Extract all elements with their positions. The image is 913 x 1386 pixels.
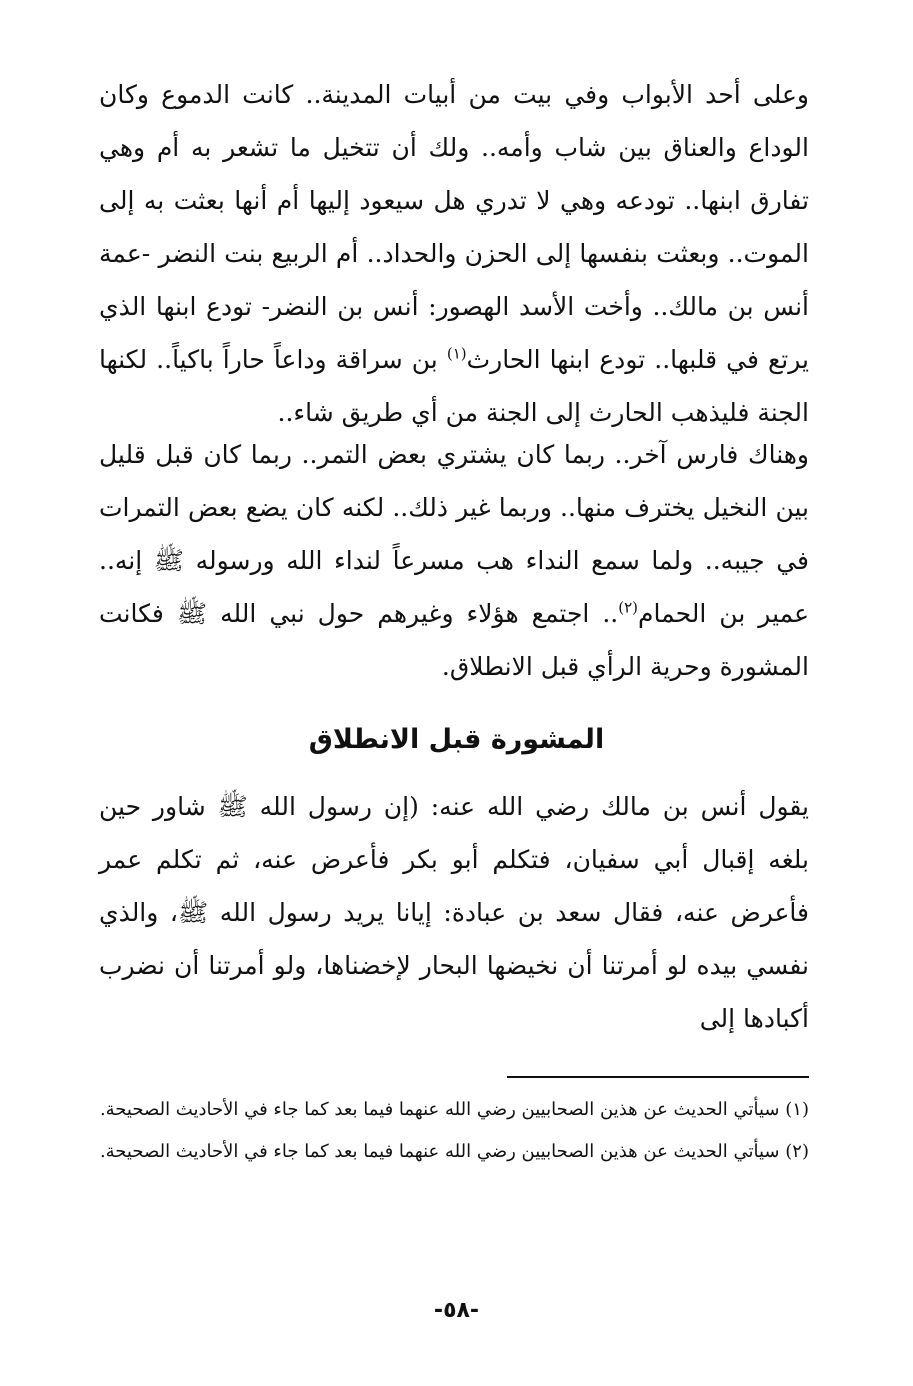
footnotes: [99, 1094, 809, 1178]
paragraph-consultation: [99, 780, 809, 1045]
footnote-divider: [507, 1076, 809, 1078]
footnote-text: سيأتي الحديث عن هذين الصحابيين رضي الله عنهما فيما بعد كما جاء في الأحاديث الصحيحة.: [99, 1099, 780, 1120]
paragraph-text-tail: بن سراقة وداعاً حاراً باكياً.. لكنها الجنة فليذهب الحارث إلى الجنة من أي طريق شاء..: [99, 345, 809, 427]
footnote-1: [99, 1094, 809, 1126]
page-number: -٥٨-: [433, 1298, 480, 1323]
section-heading: المشورة قبل الانطلاق: [308, 724, 605, 755]
paragraph-text: يقول أنس بن مالك رضي الله عنه: (إن رسول الله ﷺ شاور حين بلغه إقبال أبي سفيان، فتكلم أبو بكر فأعرض عنه، ثم تكلم عمر فأعرض عنه، فقال سعد بن عبادة: إيانا يريد رسول الله ﷺ، والذي نفسي بيده لو أمرتنا أن نخيضها البحار لإخضناها، ولو أمرتنا أن نضرب أكبادها إلى: [99, 792, 809, 1033]
footnote-ref-1[interactable]: (١): [446, 344, 467, 363]
footnote-2: [99, 1136, 809, 1168]
paragraph-text: وهناك فارس آخر.. ربما كان يشتري بعض التمر.. ربما كان قبل قليل بين النخيل يخترف منها.. وربما غير ذلك.. لكنه كان يضع بعض التمرات في جيبه.. ولما سمع النداء هب مسرعاً لنداء الله ورسوله ﷺ إنه.. عمير بن الحمام: [99, 440, 809, 628]
paragraph-text: وعلى أحد الأبواب وفي بيت من أبيات المدينة.. كانت الدموع وكان الوداع والعناق بين شاب وأمه.. ولك أن تتخيل ما تشعر به أم وهي تفارق ابنها.. تودعه وهي لا تدري هل سيعود إليها أم أنها بعثت به إلى الموت.. وبعثت بنفسها إلى الحزن والحداد.. أم الربيع بنت النضر -عمة أنس بن مالك.. وأخت الأسد الهصور: أنس بن النضر- تودع ابنها الذي يرتع في قلبها.. تودع ابنها الحارث: [99, 80, 809, 374]
footnote-ref-2[interactable]: (٢): [618, 598, 639, 617]
footnote-number: (٢): [785, 1141, 809, 1162]
footnote-text: سيأتي الحديث عن هذين الصحابيين رضي الله عنهما فيما بعد كما جاء في الأحاديث الصحيحة.: [99, 1141, 780, 1162]
paragraph-another-knight: [99, 428, 809, 693]
paragraph-text-tail: .. اجتمع هؤلاء وغيرهم حول نبي الله ﷺ فكانت المشورة وحرية الرأي قبل الانطلاق.: [99, 599, 809, 681]
paragraph-farewell: [99, 68, 809, 439]
footnote-number: (١): [785, 1099, 809, 1120]
